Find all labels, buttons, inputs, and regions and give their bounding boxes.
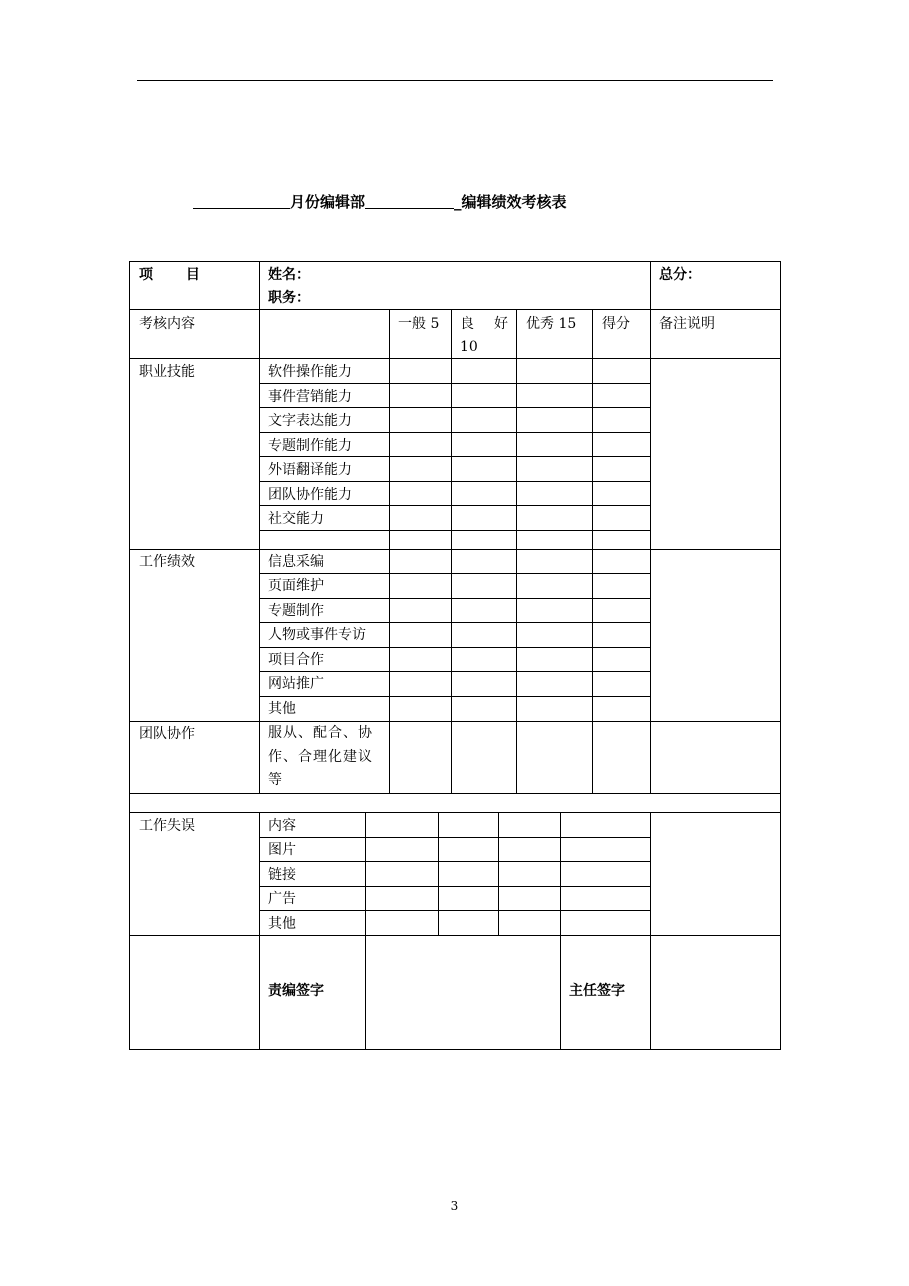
table-rule-vertical — [365, 812, 366, 1050]
total-score-label: 总分： — [659, 267, 701, 283]
table-rule-vertical — [129, 261, 130, 1050]
remarks-header: 备注说明 — [659, 316, 715, 332]
skill-item: 事件营销能力 — [268, 389, 352, 405]
general-header: 一般 5 — [398, 316, 440, 332]
table-rule-horizontal — [259, 861, 650, 862]
month-blank — [193, 194, 290, 209]
good-header-part-1: 良 — [460, 316, 474, 332]
table-rule-horizontal — [259, 837, 650, 838]
table-rule-vertical — [592, 309, 593, 794]
score-header: 得分 — [602, 316, 630, 332]
table-rule-vertical — [650, 261, 651, 794]
table-rule-vertical — [389, 309, 390, 794]
table-rule-vertical — [451, 309, 452, 794]
performance-item: 项目合作 — [268, 652, 324, 668]
director-signature-label: 主任签字 — [569, 983, 625, 999]
table-rule-horizontal — [129, 549, 781, 550]
table-rule-vertical — [516, 309, 517, 794]
skill-item: 团队协作能力 — [268, 487, 352, 503]
table-rule-vertical — [560, 812, 561, 1050]
header-rule — [137, 80, 773, 81]
teamwork-description: 服从、配合、协作、合理化建议等 — [268, 725, 373, 788]
performance-item: 其他 — [268, 701, 296, 717]
mistakes-category: 工作失误 — [139, 818, 195, 834]
table-rule-horizontal — [129, 935, 781, 936]
table-rule-horizontal — [129, 1049, 781, 1050]
content-header: 考核内容 — [139, 316, 195, 332]
appraisal-table — [129, 261, 781, 1051]
position-label: 职务： — [268, 290, 310, 306]
performance-category: 工作绩效 — [139, 554, 195, 570]
table-rule-horizontal — [129, 261, 781, 262]
editor-signature-label: 责编签字 — [268, 983, 324, 999]
table-rule-vertical — [780, 261, 781, 1050]
table-rule-horizontal — [129, 812, 781, 813]
skill-item: 文字表达能力 — [268, 413, 352, 429]
teamwork-category: 团队协作 — [139, 726, 195, 742]
good-header-part-2: 好 — [494, 316, 508, 332]
table-rule-vertical — [438, 812, 439, 936]
mistake-item: 广告 — [268, 891, 296, 907]
table-rule-horizontal — [129, 793, 781, 794]
mistake-item: 其他 — [268, 916, 296, 932]
skill-item: 外语翻译能力 — [268, 462, 352, 478]
item-header: 项 目 — [139, 267, 214, 283]
skill-item: 社交能力 — [268, 511, 324, 527]
good-header-score: 10 — [460, 339, 478, 355]
name-blank — [365, 194, 454, 209]
performance-item: 专题制作 — [268, 603, 324, 619]
table-rule-horizontal — [259, 910, 650, 911]
table-rule-horizontal — [259, 886, 650, 887]
performance-item: 页面维护 — [268, 578, 324, 594]
page-number: 3 — [450, 1199, 459, 1213]
table-rule-horizontal — [129, 721, 781, 722]
performance-item: 信息采编 — [268, 554, 324, 570]
table-rule-vertical — [498, 812, 499, 936]
title-month-suffix: 月份编辑部 — [290, 193, 366, 211]
table-rule-vertical — [650, 812, 651, 1050]
form-title — [193, 192, 567, 212]
mistake-item: 链接 — [268, 867, 296, 883]
mistake-item: 内容 — [268, 818, 296, 834]
performance-item: 人物或事件专访 — [268, 627, 366, 643]
mistake-item: 图片 — [268, 842, 296, 858]
performance-item: 网站推广 — [268, 676, 324, 692]
skill-item: 软件操作能力 — [268, 364, 352, 380]
skill-item: 专题制作能力 — [268, 438, 352, 454]
title-form-name: _编辑绩效考核表 — [454, 193, 567, 211]
table-rule-vertical — [259, 812, 260, 1050]
table-rule-vertical — [259, 261, 260, 794]
excellent-header: 优秀 15 — [526, 316, 577, 332]
table-rule-horizontal — [129, 309, 781, 310]
table-rule-horizontal — [129, 358, 781, 359]
skills-category: 职业技能 — [139, 364, 195, 380]
name-label: 姓名： — [268, 267, 310, 283]
